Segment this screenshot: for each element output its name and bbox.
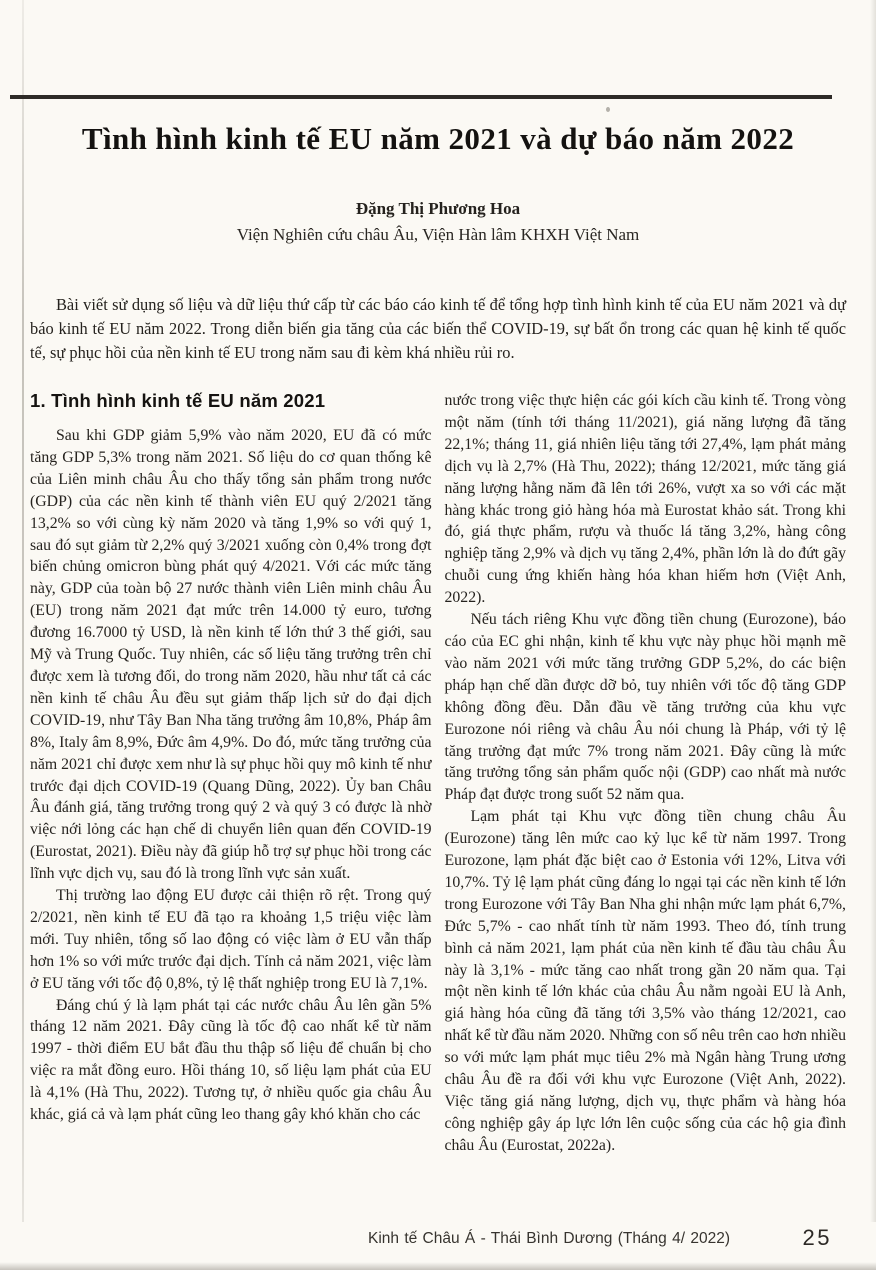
scan-speck	[606, 107, 610, 112]
abstract-paragraph: Bài viết sử dụng số liệu và dữ liệu thứ cấp từ các báo cáo kinh tế để tổng hợp tình hình kinh tế của EU năm 2021 và dự báo kinh tế EU năm 2022. Trong diễn biến gia tăng của các biến thể COVID-19, sự bất ổn trong các quan hệ kinh tế quốc tế, sự phục hồi của nền kinh tế EU trong năm sau đi kèm khá nhiều rủi ro.	[30, 295, 846, 362]
body-paragraph: Lạm phát tại Khu vực đồng tiền chung châu Âu (Eurozone) tăng lên mức cao kỷ lục kể từ năm 1997. Trong Eurozone, lạm phát đặc biệt cao ở Estonia với 12%, Litva với 10,7%. Tỷ lệ lạm phát cũng đáng lo ngại tại các nền kinh tế lớn trong Eurozone với Tây Ban Nha ghi nhận mức lạm phát 6,7%, Đức 5,7% - cao nhất tính từ năm 1993. Theo đó, tính trung bình cả năm 2021, lạm phát của nền kinh tế đầu tàu châu Âu này là 3,1% - mức tăng cao nhất trong gần 20 năm qua. Tại một nền kinh tế lớn khác của châu Âu nằm ngoài EU là Anh, giá hàng hóa cũng đã tăng tới 3,5% vào tháng 12/2021, cao nhất kể từ đầu năm 2020. Những con số nêu trên cao hơn nhiều so với mức lạm phát mục tiêu 2% mà Ngân hàng Trung ương châu Âu đề ra đối với khu vực Eurozone (Việt Anh, 2022). Việc tăng giá năng lượng, dịch vụ, thực phẩm và hàng hóa công nghiệp gây áp lực lớn lên cuộc sống của các hộ gia đình châu Âu (Eurostat, 2022a).	[444, 808, 846, 1154]
body-columns	[30, 390, 846, 1157]
body-paragraph: nước trong việc thực hiện các gói kích cầu kinh tế. Trong vòng một năm (tính tới tháng 11/2021), giá năng lượng đã tăng 22,1%; tháng 11, giá nhiên liệu tăng tới 27,4%, lạm phát mảng dịch vụ là 2,7% (Hà Thu, 2022); tháng 12/2021, mức tăng giá năng lượng hằng năm đã lên tới 26%, vượt xa so với các mặt hàng khác trong giỏ hàng hóa mà Eurostat khảo sát. Trong khi đó, giá thực phẩm, rượu và thuốc lá tăng 3,2%, hàng công nghiệp tăng 2,9% và dịch vụ tăng 2,4%, phần lớn là do đứt gãy chuỗi cung ứng khiến hàng hóa khan hiếm hơn (Việt Anh, 2022).	[444, 392, 846, 607]
footer-journal-title: Kinh tế Châu Á - Thái Bình Dương (Tháng 4/ 2022)	[368, 1230, 730, 1247]
header-rule	[10, 95, 832, 99]
left-column	[30, 390, 432, 1157]
article-title: Tình hình kinh tế EU năm 2021 và dự báo năm 2022	[81, 121, 795, 156]
author-name: Đặng Thị Phương Hoa	[355, 199, 521, 218]
right-column	[445, 390, 847, 1157]
section-1-heading: 1. Tình hình kinh tế EU năm 2021	[30, 390, 326, 411]
body-paragraph: Nếu tách riêng Khu vực đồng tiền chung (Eurozone), báo cáo của EC ghi nhận, kinh tế khu vực này phục hồi mạnh mẽ vào năm 2021 với mức tăng trưởng GDP 5,2%, do các biện pháp hạn chế dần được dỡ bỏ, tuy nhiên với tốc độ tăng GDP không đồng đều. Dẫn đầu về tăng trưởng của khu vực Eurozone nói riêng và châu Âu nói chung là Pháp, với tỷ lệ tăng trưởng đạt mức 7% trong năm 2021. Đây cũng là mức tăng trưởng tổng sản phẩm quốc nội (GDP) cao nhất mà nước Pháp đạt được trong suốt 52 năm qua.	[444, 611, 846, 804]
body-paragraph: Đáng chú ý là lạm phát tại các nước châu Âu lên gần 5% tháng 12 năm 2021. Đây cũng là tốc độ cao nhất kể từ năm 1997 - thời điểm EU bắt đầu thu thập số liệu để chuẩn bị cho việc ra mắt đồng euro. Hồi tháng 10, số liệu lạm phát của EU là 4,1% (Hà Thu, 2022). Tương tự, ở nhiều quốc gia châu Âu khác, giá cả và lạm phát cũng leo thang gây khó khăn cho các	[30, 996, 432, 1124]
scan-bottom-shade	[0, 1262, 876, 1270]
scan-right-shade	[870, 0, 876, 1270]
body-paragraph: Sau khi GDP giảm 5,9% vào năm 2020, EU đã có mức tăng GDP 5,3% trong năm 2021. Số liệu do cơ quan thống kê của Liên minh châu Âu cho thấy tổng sản phẩm trong nước (GDP) của các nền kinh tế thành viên EU quý 2/2021 tăng 13,2% so với cùng kỳ năm 2020 và tăng 1,9% so với quý 1, sau đó sụt giảm từ 2,2% quý 3/2021 xuống còn 0,4% trong đợt biến chủng omicron bùng phát quý 4/2021. Với các mức tăng này, GDP của toàn bộ 27 nước thành viên Liên minh châu Âu (EU) trong năm 2021 đạt mức trên 14.000 tỷ euro, tương đương 16.7000 tỷ USD, là nền kinh tế lớn thứ 3 thế giới, sau Mỹ và Trung Quốc. Tuy nhiên, các số liệu tăng trưởng trên chỉ được xem là tương đối, do trong năm 2020, hầu như tất cả các nền kinh tế châu Âu đều sụt giảm thấp lịch sử do đại dịch COVID-19, như Tây Ban Nha tăng trưởng âm 10,8%, Pháp âm 8%, Italy âm 8,9%, Đức âm 4,9%. Do đó, mức tăng trưởng của năm 2021 chỉ được xem như là sự phục hồi quy mô kinh tế như trước đại dịch COVID-19 (Quang Dũng, 2022). Ủy ban Châu Âu đánh giá, tăng trưởng trong quý 2 và quý 3 có được là nhờ việc nới lỏng các hạn chế di chuyển liên quan đến COVID-19 (Eurostat, 2021). Điều này đã giúp hỗ trợ sự phục hồi trong các lĩnh vực dịch vụ, sau đó là trong lĩnh vực sản xuất.	[30, 427, 432, 883]
footer-page-number: 25	[802, 1225, 832, 1250]
scan-edge-line	[22, 0, 24, 1270]
author-affiliation: Viện Nghiên cứu châu Âu, Viện Hàn lâm KHXH Việt Nam	[236, 225, 640, 244]
body-paragraph: Thị trường lao động EU được cải thiện rõ rệt. Trong quý 2/2021, nền kinh tế EU đã tạo ra khoảng 1,5 triệu việc làm mới. Tuy nhiên, tổng số lao động có việc làm ở EU vẫn thấp hơn 1% so với mức trước đại dịch. Tính cả năm 2021, việc làm ở EU tăng với tốc độ 0,8%, tỷ lệ thất nghiệp trong EU là 7,1%.	[30, 887, 432, 992]
